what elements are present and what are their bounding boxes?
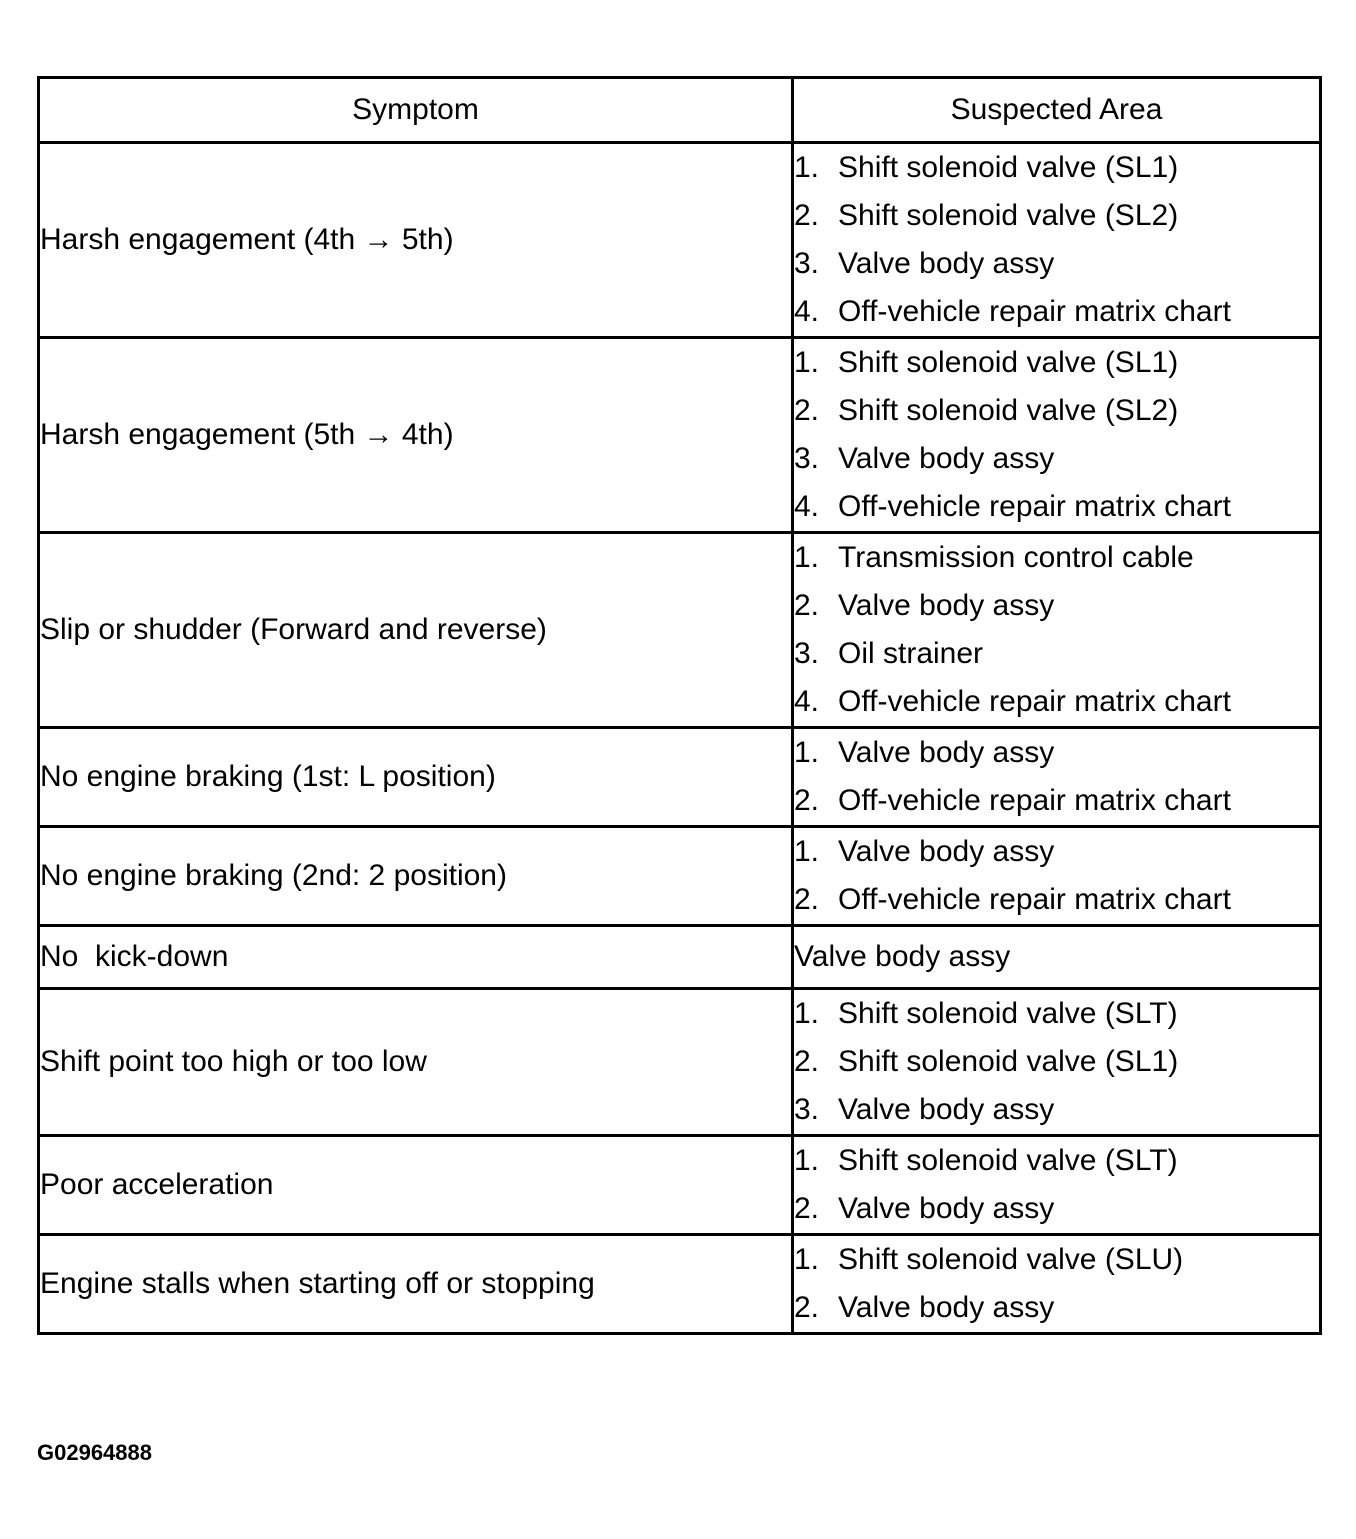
table-row — [39, 926, 1321, 989]
suspected-area-list — [794, 1137, 1319, 1233]
symptom-cell: Slip or shudder (Forward and reverse) — [39, 533, 793, 728]
item-text: Shift solenoid valve (SLT) — [838, 997, 1178, 1030]
item-text: Valve body assy — [838, 1192, 1055, 1225]
list-item — [794, 876, 1319, 924]
list-item — [794, 1284, 1319, 1332]
item-number: 2. — [794, 784, 820, 817]
suspected-area-cell — [793, 1235, 1321, 1334]
suspected-area-cell — [793, 143, 1321, 338]
list-item — [794, 630, 1319, 678]
symptom-cell: Poor acceleration — [39, 1136, 793, 1235]
table-row — [39, 338, 1321, 533]
item-number: 1. — [794, 1144, 820, 1177]
item-number: 2. — [794, 1291, 820, 1324]
item-number: 1. — [794, 997, 820, 1030]
suspected-area-list — [794, 990, 1319, 1134]
item-text: Valve body assy — [838, 736, 1055, 769]
figure-id-caption: G02964888 — [37, 1440, 152, 1465]
item-number: 4. — [794, 685, 820, 718]
list-item — [794, 288, 1319, 336]
item-number: 2. — [794, 394, 820, 427]
item-number: 1. — [794, 736, 820, 769]
item-text: Shift solenoid valve (SL1) — [838, 151, 1179, 184]
suspected-area-cell — [793, 827, 1321, 926]
item-text: Valve body assy — [838, 1291, 1055, 1324]
header-symptom: Symptom — [39, 78, 793, 143]
list-item — [794, 192, 1319, 240]
symptom-cell: No engine braking (1st: L position) — [39, 728, 793, 827]
item-number: 3. — [794, 637, 820, 670]
table-row — [39, 533, 1321, 728]
item-text: Transmission control cable — [838, 541, 1194, 574]
list-item — [794, 240, 1319, 288]
table-row — [39, 1235, 1321, 1334]
suspected-area-cell — [793, 728, 1321, 827]
item-text: Valve body assy — [838, 835, 1055, 868]
item-number: 3. — [794, 247, 820, 280]
item-text: Shift solenoid valve (SL2) — [838, 394, 1179, 427]
item-number: 2. — [794, 199, 820, 232]
item-text: Valve body assy — [838, 247, 1055, 280]
list-item — [794, 1038, 1319, 1086]
item-text: Oil strainer — [838, 637, 984, 670]
item-number: 1. — [794, 835, 820, 868]
item-number: 3. — [794, 1093, 820, 1126]
symptom-cell: Harsh engagement (5th → 4th) — [39, 338, 793, 533]
list-item — [794, 1185, 1319, 1233]
suspected-area-cell — [793, 533, 1321, 728]
list-item — [794, 1236, 1319, 1284]
suspected-area-cell: Valve body assy — [793, 926, 1321, 989]
list-item — [794, 582, 1319, 630]
item-text: Off-vehicle repair matrix chart — [838, 784, 1231, 817]
suspected-area-cell — [793, 989, 1321, 1136]
symptom-cell: Shift point too high or too low — [39, 989, 793, 1136]
list-item — [794, 483, 1319, 531]
item-text: Shift solenoid valve (SLU) — [838, 1243, 1184, 1276]
header-suspected-area: Suspected Area — [793, 78, 1321, 143]
suspected-area-cell — [793, 1136, 1321, 1235]
item-text: Off-vehicle repair matrix chart — [838, 685, 1231, 718]
item-text: Shift solenoid valve (SL1) — [838, 346, 1179, 379]
symptom-table — [37, 76, 1322, 1335]
table-row — [39, 827, 1321, 926]
symptom-cell: Harsh engagement (4th → 5th) — [39, 143, 793, 338]
list-item — [794, 729, 1319, 777]
item-text: Off-vehicle repair matrix chart — [838, 883, 1231, 916]
list-item — [794, 144, 1319, 192]
item-number: 1. — [794, 1243, 820, 1276]
item-text: Valve body assy — [838, 1093, 1055, 1126]
table-row — [39, 143, 1321, 338]
diagnosis-table-container — [37, 76, 1319, 1335]
suspected-area-list — [794, 534, 1319, 726]
item-text: Shift solenoid valve (SLT) — [838, 1144, 1178, 1177]
item-number: 2. — [794, 1192, 820, 1225]
symptom-cell: Engine stalls when starting off or stopping — [39, 1235, 793, 1334]
suspected-area-list — [794, 339, 1319, 531]
list-item — [794, 1137, 1319, 1185]
item-number: 2. — [794, 589, 820, 622]
list-item — [794, 534, 1319, 582]
table-header-row — [39, 78, 1321, 143]
item-text: Off-vehicle repair matrix chart — [838, 295, 1231, 328]
symptom-cell: No kick-down — [39, 926, 793, 989]
list-item — [794, 678, 1319, 726]
item-number: 1. — [794, 346, 820, 379]
item-text: Valve body assy — [838, 589, 1055, 622]
list-item — [794, 387, 1319, 435]
table-row — [39, 989, 1321, 1136]
item-number: 1. — [794, 151, 820, 184]
item-number: 3. — [794, 442, 820, 475]
item-text: Shift solenoid valve (SL1) — [838, 1045, 1179, 1078]
suspected-area-cell — [793, 338, 1321, 533]
list-item — [794, 339, 1319, 387]
item-text: Valve body assy — [838, 442, 1055, 475]
list-item — [794, 828, 1319, 876]
list-item — [794, 435, 1319, 483]
item-number: 1. — [794, 541, 820, 574]
suspected-area-list — [794, 1236, 1319, 1332]
item-text: Shift solenoid valve (SL2) — [838, 199, 1179, 232]
suspected-area-list — [794, 729, 1319, 825]
suspected-area-list — [794, 144, 1319, 336]
item-text: Off-vehicle repair matrix chart — [838, 490, 1231, 523]
suspected-area-list — [794, 828, 1319, 924]
list-item — [794, 1086, 1319, 1134]
item-number: 4. — [794, 295, 820, 328]
list-item — [794, 990, 1319, 1038]
table-row — [39, 1136, 1321, 1235]
list-item — [794, 777, 1319, 825]
item-number: 2. — [794, 1045, 820, 1078]
item-number: 4. — [794, 490, 820, 523]
item-number: 2. — [794, 883, 820, 916]
table-row — [39, 728, 1321, 827]
symptom-cell: No engine braking (2nd: 2 position) — [39, 827, 793, 926]
